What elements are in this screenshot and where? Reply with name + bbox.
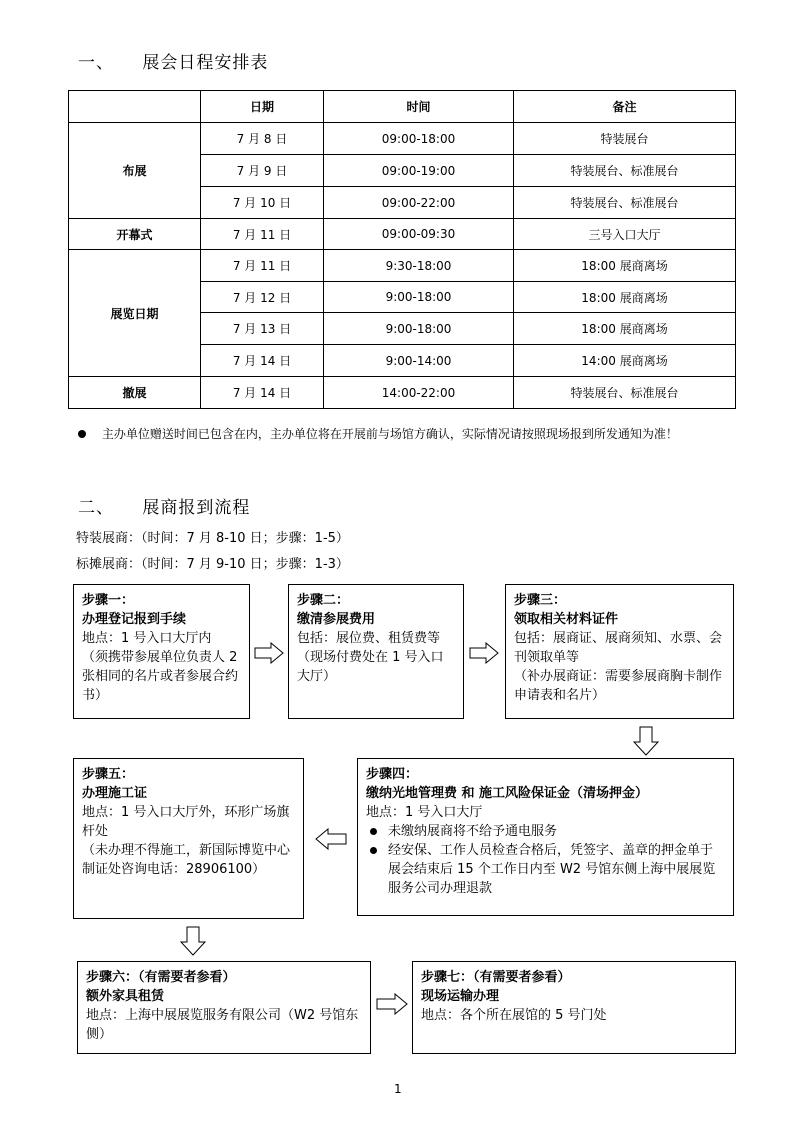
date-cell: 7 月 10 日 [201,187,324,219]
time-cell: 09:00-19:00 [324,155,514,187]
table-row [69,219,736,250]
section2-number: 二、 [78,498,114,518]
date-cell: 7 月 8 日 [201,123,324,155]
list-item [366,841,725,898]
step4-title: 缴纳光地管理费 和 施工风险保证金（清场押金） [366,786,649,801]
step2-line: 包括：展位费、租赁费等 [297,631,441,646]
step5-line: （未办理不得施工，新国际博览中心制证处咨询电话：28906100） [82,843,291,877]
note-cell: 特装展台、标准展台 [514,377,736,409]
section2-heading [78,493,250,518]
table-header-note: 备注 [514,91,736,123]
arrow-down-icon [180,926,206,956]
arrow-right-icon [254,642,284,664]
date-cell: 7 月 13 日 [201,313,324,345]
step6-box [77,961,371,1054]
step4-line: 地点：1 号入口大厅 [366,805,483,820]
section1-number: 一、 [78,53,114,73]
time-cell: 09:00-18:00 [324,123,514,155]
time-cell: 9:30-18:00 [324,250,514,282]
arrow-right-icon [469,642,499,664]
time-cell: 09:00-09:30 [324,219,514,250]
step6-line: 地点：上海中展展览服务有限公司（W2 号馆东侧） [86,1008,359,1042]
step2-label: 步骤二： [297,593,350,608]
step1-title: 办理登记报到手续 [82,612,187,627]
registration-standard: 标摊展商：（时间：7 月 9-10 日；步骤：1-3） [76,557,349,572]
step1-line: 地点：1 号入口大厅内 [82,631,212,646]
time-cell: 9:00-18:00 [324,313,514,345]
date-cell: 7 月 11 日 [201,219,324,250]
note-cell: 18:00 展商离场 [514,313,736,345]
step1-label: 步骤一： [82,593,135,608]
date-cell: 7 月 14 日 [201,345,324,377]
date-cell: 7 月 14 日 [201,377,324,409]
section1-title: 展会日程安排表 [142,53,269,73]
step3-line: 包括：展商证、展商须知、水票、会刊领取单等 [514,631,723,665]
arrow-left-icon [315,828,347,850]
table-note [78,425,678,442]
table-header-time: 时间 [324,91,514,123]
bullet-icon [370,828,377,835]
step5-title: 办理施工证 [82,786,148,801]
note-cell: 18:00 展商离场 [514,282,736,313]
table-header-date: 日期 [201,91,324,123]
step5-line: 地点：1 号入口大厅外，环形广场旗杆处 [82,805,290,839]
table-row [69,377,736,409]
step2-box [288,584,464,719]
step4-label: 步骤四： [366,767,419,782]
arrow-right-icon [376,993,408,1015]
step4-bullet: 未缴纳展商将不给予通电服务 [388,824,558,839]
step2-line: （现场付费处在 1 号入口大厅） [297,650,444,684]
time-cell: 9:00-14:00 [324,345,514,377]
step5-box [73,758,304,919]
category-cell: 展览日期 [69,250,201,377]
step3-title: 领取相关材料证件 [514,612,619,627]
table-note-text: 主办单位赠送时间已包含在内，主办单位将在开展前与场馆方确认，实际情况请按照现场报到所发通知为准！ [101,427,678,441]
step7-title: 现场运输办理 [421,989,500,1004]
section1-heading [78,48,268,73]
time-cell: 14:00-22:00 [324,377,514,409]
table-row [69,123,736,155]
step1-line: （须携带参展单位负责人 2张相同的名片或者参展合约书） [82,650,239,703]
list-item [366,822,725,841]
step5-label: 步骤五： [82,767,135,782]
table-row [69,250,736,282]
step7-label: 步骤七：（有需要者参看） [421,970,571,985]
note-cell: 特装展台、标准展台 [514,187,736,219]
category-cell: 撤展 [69,377,201,409]
step2-title: 缴清参展费用 [297,612,376,627]
note-cell: 特装展台 [514,123,736,155]
step1-box [73,584,250,719]
step6-title: 额外家具租赁 [86,989,165,1004]
time-cell: 09:00-22:00 [324,187,514,219]
note-cell: 14:00 展商离场 [514,345,736,377]
date-cell: 7 月 11 日 [201,250,324,282]
step7-box [412,961,736,1054]
arrow-down-icon [633,726,659,756]
note-cell: 特装展台、标准展台 [514,155,736,187]
date-cell: 7 月 9 日 [201,155,324,187]
bullet-icon [78,430,86,438]
step4-box [357,758,734,916]
note-cell: 18:00 展商离场 [514,250,736,282]
registration-special: 特装展商：（时间：7 月 8-10 日；步骤：1-5） [76,531,349,546]
step3-box [505,584,734,719]
date-cell: 7 月 12 日 [201,282,324,313]
bullet-icon [370,847,377,854]
table-header-blank [69,91,201,123]
note-cell: 三号入口大厅 [514,219,736,250]
step7-line: 地点：各个所在展馆的 5 号门处 [421,1008,607,1023]
step3-line: （补办展商证：需要参展商胸卡制作申请表和名片） [514,669,723,703]
schedule-table [68,90,736,409]
step4-bullet: 经安保、工作人员检查合格后，凭签字、盖章的押金单于展会结束后 15 个工作日内至 W2 号馆东侧上海中展展览服务公司办理退款 [388,843,716,896]
time-cell: 9:00-18:00 [324,282,514,313]
step3-label: 步骤三： [514,593,567,608]
section2-title: 展商报到流程 [142,498,251,518]
category-cell: 开幕式 [69,219,201,250]
category-cell: 布展 [69,123,201,219]
page-number: 1 [394,1082,402,1096]
step6-label: 步骤六：（有需要者参看） [86,970,236,985]
